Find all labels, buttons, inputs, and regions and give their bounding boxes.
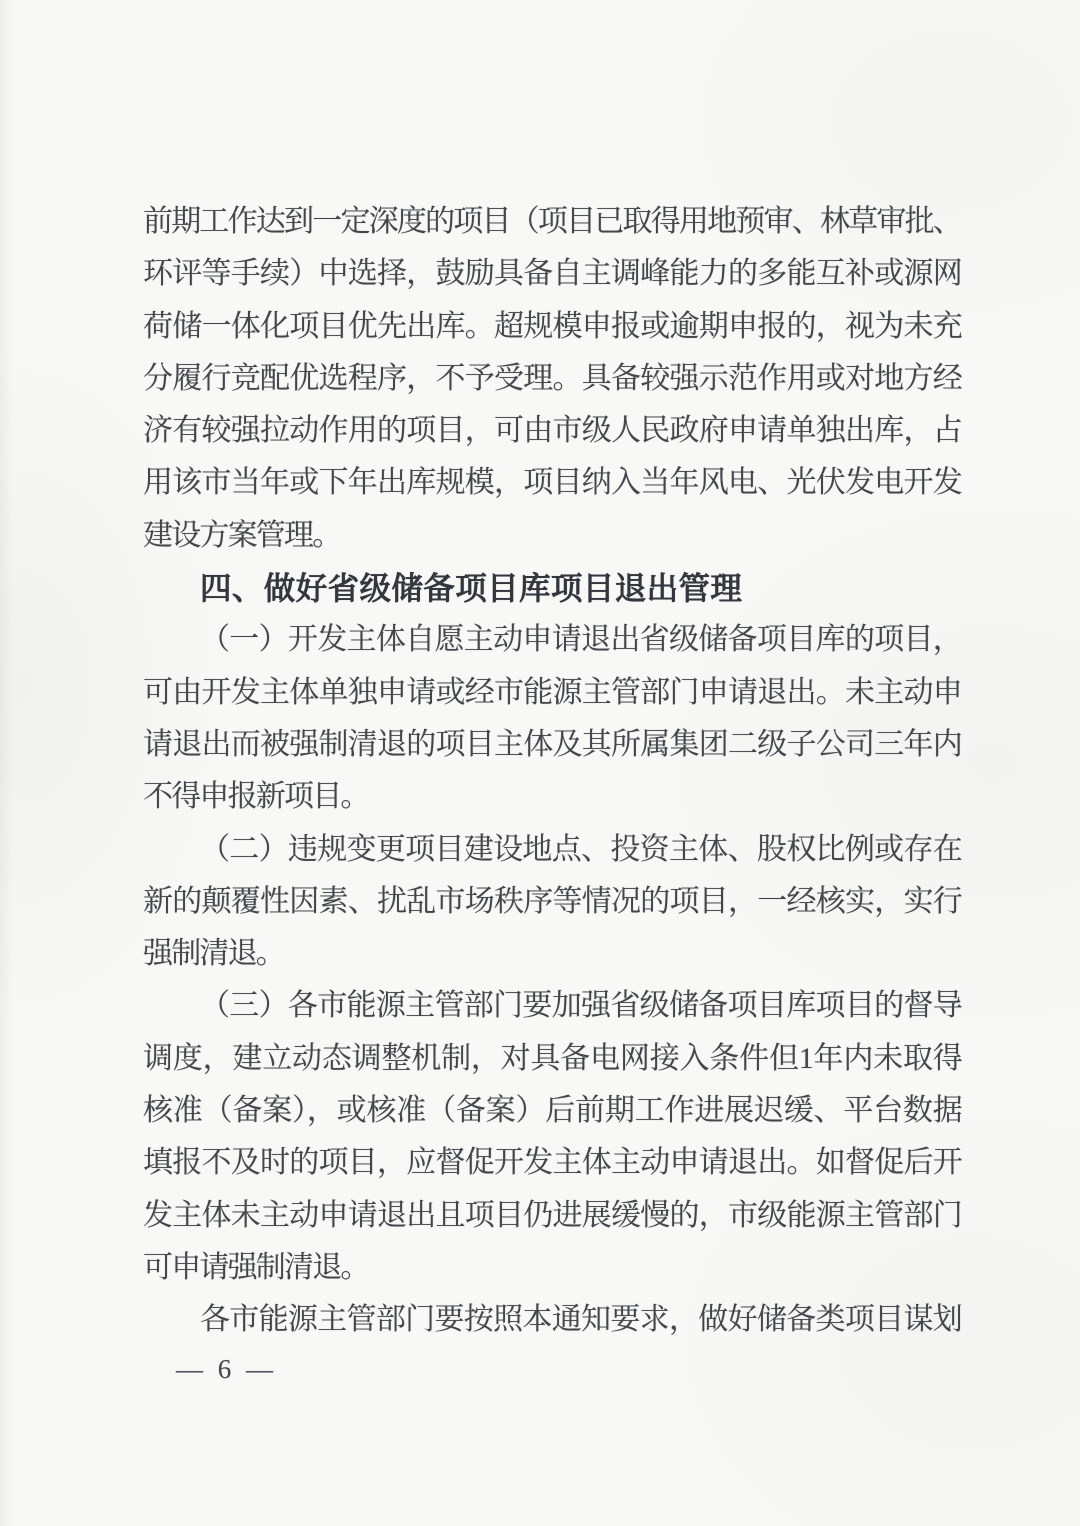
text-line: 环评等手续）中选择，鼓励具备自主调峰能力的多能互补或源网 (143, 257, 961, 291)
text-line: 不得申报新项目。 (143, 780, 369, 814)
section-heading: 四、做好省级储备项目库项目退出管理 (200, 570, 743, 607)
text-line: 用该市当年或下年出库规模，项目纳入当年风电、光伏发电开发 (143, 466, 961, 500)
text-line: （一）开发主体自愿主动申请退出省级储备项目库的项目， (200, 623, 961, 657)
text-line: 发主体未主动申请退出且项目仍进展缓慢的，市级能源主管部门 (143, 1198, 961, 1232)
text-line: 填报不及时的项目，应督促开发主体主动申请退出。如督促后开 (143, 1146, 961, 1180)
text-line: 可申请强制清退。 (143, 1250, 369, 1284)
text-line: 建设方案管理。 (143, 518, 341, 552)
text-line: 分履行竞配优选程序，不予受理。具备较强示范作用或对地方经 (143, 361, 961, 395)
page-number: — 6 — (176, 1354, 277, 1384)
text-line: 各市能源主管部门要按照本通知要求，做好储备类项目谋划 (200, 1303, 961, 1337)
text-line: 新的颠覆性因素、扰乱市场秩序等情况的项目，一经核实，实行 (143, 884, 961, 918)
text-line: 济有较强拉动作用的项目，可由市级人民政府申请单独出库，占 (143, 414, 961, 448)
text-line: 前期工作达到一定深度的项目（项目已取得用地预审、林草审批、 (143, 205, 961, 238)
text-line: 可由开发主体单独申请或经市能源主管部门申请退出。未主动申 (143, 675, 961, 709)
text-line: 调度，建立动态调整机制，对具备电网接入条件但1年内未取得 (143, 1041, 961, 1075)
text-line: 核准（备案），或核准（备案）后前期工作进展迟缓、平台数据 (143, 1094, 961, 1128)
text-line: （二）违规变更项目建设地点、投资主体、股权比例或存在 (200, 832, 961, 866)
document-body (143, 196, 961, 1347)
text-line: （三）各市能源主管部门要加强省级储备项目库项目的督导 (200, 989, 961, 1023)
text-line: 荷储一体化项目优先出库。超规模申报或逾期申报的，视为未充 (143, 309, 961, 343)
text-line: 请退出而被强制清退的项目主体及其所属集团二级子公司三年内 (143, 727, 961, 761)
text-line: 强制清退。 (143, 937, 284, 971)
